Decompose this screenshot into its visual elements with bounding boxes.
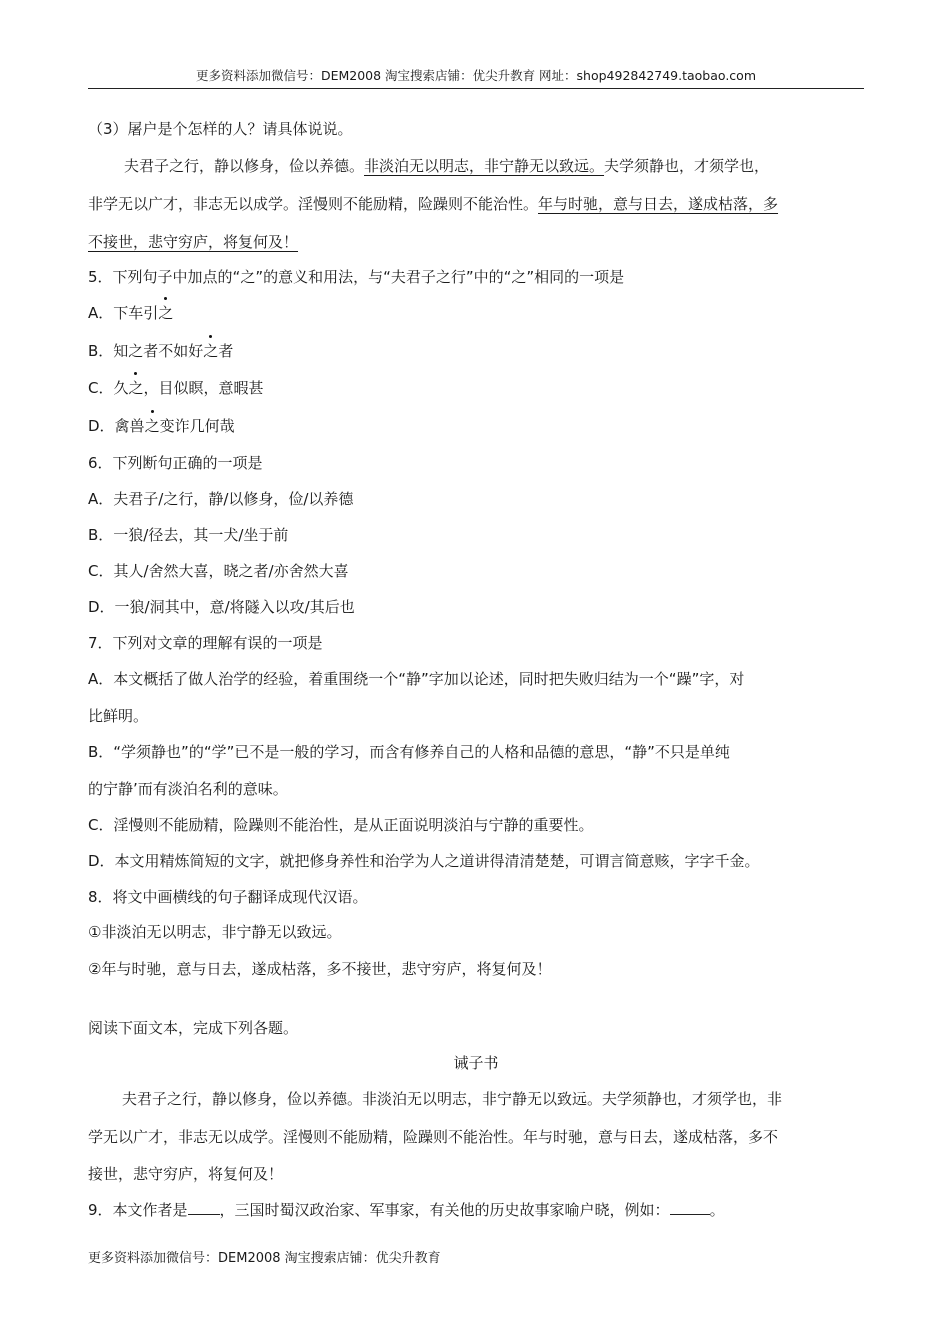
question-7-option-b-line-1: B．“学须静也”的“学”已不是一般的学习，而含有修养自己的人格和品德的意思，“静”不只是单纯 (88, 743, 730, 761)
question-8-stem: 8．将文中画横线的句子翻译成现代汉语。 (88, 888, 368, 906)
question-9 (88, 1199, 864, 1220)
option-text: C．久 (88, 379, 129, 397)
passage-title: 诫子书 (453, 1054, 499, 1072)
underlined-sentence-1: 非淡泊无以明志，非宁静无以致远。 (364, 157, 605, 175)
dotted-char: 之 (203, 342, 219, 360)
question-6-option-b: B．一狼/径去，其一犬/坐于前 (88, 526, 289, 544)
option-text: B．知之者不如好 (88, 342, 204, 360)
question-5-option-b (88, 340, 864, 361)
question-text: 。 (709, 1201, 725, 1219)
underlined-sentence-2-cont: 不接世，悲守穷庐，将复何及！ (88, 233, 299, 251)
question-5-option-a (88, 302, 864, 323)
passage-1-line-1 (88, 155, 864, 176)
question-text: 9．本文作者是 (88, 1201, 188, 1219)
question-7-option-a-line-1: A．本文概括了做人治学的经验，着重围绕一个“静”字加以论述，同时把失败归结为一个“躁”字，对 (88, 670, 745, 688)
question-5-option-c (88, 377, 864, 398)
passage-text: 夫君子之行，静以修身，俭以养德。 (124, 157, 365, 175)
question-7-stem: 7．下列对文章的理解有误的一项是 (88, 634, 323, 652)
question-6-stem: 6．下列断句正确的一项是 (88, 454, 263, 472)
question-7-option-b-line-2: 的宁静’而有淡泊名利的意味。 (88, 780, 288, 798)
question-8-item-1: ①非淡泊无以明志，非宁静无以致远。 (88, 923, 342, 941)
question-7-option-d: D．本文用精炼简短的文字，就把修身养性和治学为人之道讲得清清楚楚，可谓言简意赅，字字千金。 (88, 852, 760, 870)
page-footer: 更多资料添加微信号：DEM2008 淘宝搜索店铺：优尖升教育 (88, 1251, 441, 1266)
page-header: 更多资料添加微信号：DEM2008 淘宝搜索店铺：优尖升教育 网址：shop492842749.taobao.com (88, 66, 864, 89)
passage-text: 夫学须静也，才须学也， (604, 157, 770, 175)
dotted-char: 之 (158, 304, 174, 322)
option-text: A．下车引 (88, 304, 159, 322)
passage-1-line-2 (88, 193, 864, 214)
option-text: D．禽兽 (88, 417, 145, 435)
question-8-item-2: ②年与时驰，意与日去，遂成枯落，多不接世，悲守穷庐，将复何及！ (88, 960, 552, 978)
reading-instruction: 阅读下面文本，完成下列各题。 (88, 1019, 299, 1037)
question-6-option-c: C．其人/舍然大喜，晓之者/亦舍然大喜 (88, 562, 349, 580)
question-7-option-a-line-2: 比鲜明。 (88, 707, 149, 725)
dotted-char: 之 (128, 379, 144, 397)
passage-2-line-2: 学无以广才，非志无以成学。淫慢则不能励精，险躁则不能治性。年与时驰，意与日去，遂成枯落，多不 (88, 1128, 779, 1146)
answer-blank-author[interactable] (188, 1200, 220, 1215)
passage-text: 非学无以广才，非志无以成学。淫慢则不能励精，险躁则不能治性。 (88, 195, 539, 213)
question-7-option-c: C．淫慢则不能励精，险躁则不能治性，是从正面说明淡泊与宁静的重要性。 (88, 816, 594, 834)
question-6-option-d: D．一狼/洞其中，意/将隧入以攻/其后也 (88, 598, 355, 616)
question-6-option-a: A．夫君子/之行，静/以修身，俭/以养德 (88, 490, 354, 508)
passage-1-line-3 (88, 231, 864, 252)
option-text: 者 (218, 342, 234, 360)
question-5-option-d (88, 415, 864, 436)
passage-2-line-1: 夫君子之行，静以修身，俭以养德。非淡泊无以明志，非宁静无以致远。夫学须静也，才须学也，非 (122, 1090, 783, 1108)
dotted-char: 之 (144, 417, 160, 435)
answer-blank-example[interactable] (670, 1200, 710, 1215)
option-text: 变诈几何哉 (159, 417, 235, 435)
question-5-stem: 5．下列句子中加点的“之”的意义和用法，与“夫君子之行”中的“之”相同的一项是 (88, 268, 625, 286)
passage-2-line-3: 接世，悲守穷庐，将复何及！ (88, 1165, 284, 1183)
question-text: ，三国时蜀汉政治家、军事家，有关他的历史故事家喻户晓，例如： (219, 1201, 670, 1219)
question-3: （3）屠户是个怎样的人？请具体说说。 (88, 120, 353, 138)
option-text: ，目似瞑，意暇甚 (143, 379, 264, 397)
underlined-sentence-2: 年与时驰，意与日去，遂成枯落，多 (538, 195, 779, 213)
